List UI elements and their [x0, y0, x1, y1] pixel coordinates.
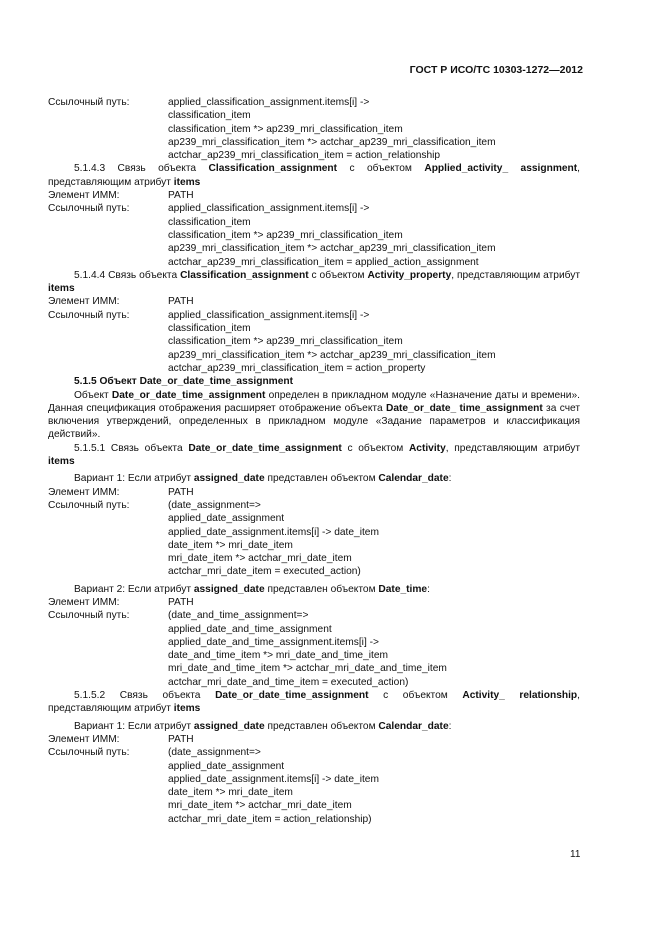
imm-element-value: PATH: [168, 486, 194, 498]
reference-path-row: [48, 746, 580, 759]
path-line: mri_date_and_time_item *> actchar_mri_date_and_time_item: [168, 663, 447, 675]
section-5-1-5-1-heading: 5.1.5.1 Связь объекта Date_or_date_time_assignment с объектом Activity, представляющим атрибут items: [48, 442, 581, 468]
path-line: classification_item *> ap239_mri_classification_item: [168, 229, 403, 241]
path-line: actchar_mri_date_item = executed_action): [168, 566, 361, 578]
section-5-1-5-2-heading: 5.1.5.2 Связь объекта Date_or_date_time_assignment с объектом Activity_ relationship, представляющим атрибут items: [48, 690, 580, 715]
imm-element-label: Элемент ИММ:: [48, 486, 120, 498]
path-line: mri_date_item *> actchar_mri_date_item: [168, 553, 352, 565]
imm-element-row: [48, 596, 580, 609]
imm-element-label: Элемент ИММ:: [48, 296, 120, 308]
reference-path-label: Ссылочный путь:: [48, 610, 130, 622]
imm-element-row: [48, 295, 580, 308]
section-5-1-4-4-heading: 5.1.4.4 Связь объекта Classification_assignment с объектом Activity_property, представляющим атрибут items: [48, 269, 580, 295]
path-line: classification_item *> ap239_mri_classification_item: [168, 336, 403, 348]
path-line: applied_classification_assignment.items[i] ->: [168, 203, 370, 215]
reference-path-row: [48, 609, 580, 622]
imm-element-value: PATH: [168, 296, 194, 308]
document-body: [48, 96, 580, 826]
path-line: ap239_mri_classification_item *> actchar_ap239_mri_classification_item: [168, 136, 496, 148]
imm-element-row: [48, 486, 580, 499]
imm-element-label: Элемент ИММ:: [48, 190, 120, 202]
imm-element-label: Элемент ИММ:: [48, 733, 120, 745]
imm-element-label: Элемент ИММ:: [48, 596, 120, 608]
path-line: applied_classification_assignment.items[i] ->: [168, 309, 370, 321]
path-line: applied_date_assignment: [168, 760, 285, 772]
variant-1-line: Вариант 1: Если атрибут assigned_date представлен объектом Calendar_date:: [74, 473, 452, 485]
path-line: classification_item: [168, 216, 251, 228]
path-line: ap239_mri_classification_item *> actchar_ap239_mri_classification_item: [168, 243, 496, 255]
path-line: applied_date_assignment: [168, 513, 285, 525]
imm-element-value: PATH: [168, 190, 194, 202]
reference-path-label: Ссылочный путь:: [48, 499, 130, 511]
path-line: (date_and_time_assignment=>: [168, 610, 309, 622]
path-line: mri_date_item *> actchar_mri_date_item: [168, 800, 352, 812]
imm-element-row: [48, 733, 580, 746]
path-line: actchar_ap239_mri_classification_item = action_property: [168, 362, 426, 374]
path-line: date_item *> mri_date_item: [168, 787, 293, 799]
variant-1-line: Вариант 1: Если атрибут assigned_date представлен объектом Calendar_date:: [74, 720, 452, 732]
document-header: ГОСТ Р ИСО/ТС 10303-1272—2012: [409, 64, 583, 76]
path-line: classification_item: [168, 110, 251, 122]
reference-path-label: Ссылочный путь:: [48, 203, 130, 215]
reference-path-row: [48, 202, 580, 215]
section-5-1-5-heading: 5.1.5 Объект Date_or_date_time_assignment: [74, 376, 294, 388]
path-line: date_item *> mri_date_item: [168, 539, 293, 551]
section-5-1-4-3-heading: 5.1.4.3 Связь объекта Classification_assignment с объектом Applied_activity_ assignment, представляющим атрибут items: [48, 163, 580, 188]
imm-element-row: [48, 189, 580, 202]
path-line: (date_assignment=>: [168, 499, 261, 511]
path-line: ap239_mri_classification_item *> actchar_ap239_mri_classification_item: [168, 349, 496, 361]
path-line: classification_item *> ap239_mri_classification_item: [168, 123, 403, 135]
section-5-1-5-paragraph: Объект Date_or_date_time_assignment определен в прикладном модуле «Назначение даты и времени». Данная спецификация отображения расширяет отображение объекта Date_or_date_ time_assignment за счет включения утверждений, определенных в прикладном модуле «Задание параметров и классификация действий».: [48, 389, 580, 441]
path-line: applied_date_and_time_assignment: [168, 623, 332, 635]
reference-path-label: Ссылочный путь:: [48, 747, 130, 759]
path-line: date_and_time_item *> mri_date_and_time_item: [168, 650, 389, 662]
path-line: applied_date_and_time_assignment.items[i] ->: [168, 636, 379, 648]
path-line: classification_item: [168, 323, 251, 335]
path-line: actchar_mri_date_item = action_relationship): [168, 813, 372, 825]
reference-path-row: [48, 96, 580, 109]
path-line: actchar_ap239_mri_classification_item = action_relationship: [168, 150, 441, 162]
path-line: applied_date_assignment.items[i] -> date_item: [168, 773, 379, 785]
path-line: applied_date_assignment.items[i] -> date_item: [168, 526, 379, 538]
reference-path-label: Ссылочный путь:: [48, 97, 130, 108]
imm-element-value: PATH: [168, 733, 194, 745]
reference-path-row: [48, 309, 580, 322]
imm-element-value: PATH: [168, 596, 194, 608]
path-line: actchar_ap239_mri_classification_item = applied_action_assignment: [168, 256, 479, 268]
path-line: (date_assignment=>: [168, 747, 261, 759]
path-line: actchar_mri_date_and_time_item = executed_action): [168, 676, 409, 688]
reference-path-row: [48, 499, 580, 512]
variant-2-line: Вариант 2: Если атрибут assigned_date представлен объектом Date_time:: [74, 583, 430, 595]
page-number: 11: [570, 849, 581, 860]
path-line: applied_classification_assignment.items[i] ->: [168, 97, 370, 108]
reference-path-label: Ссылочный путь:: [48, 309, 130, 321]
